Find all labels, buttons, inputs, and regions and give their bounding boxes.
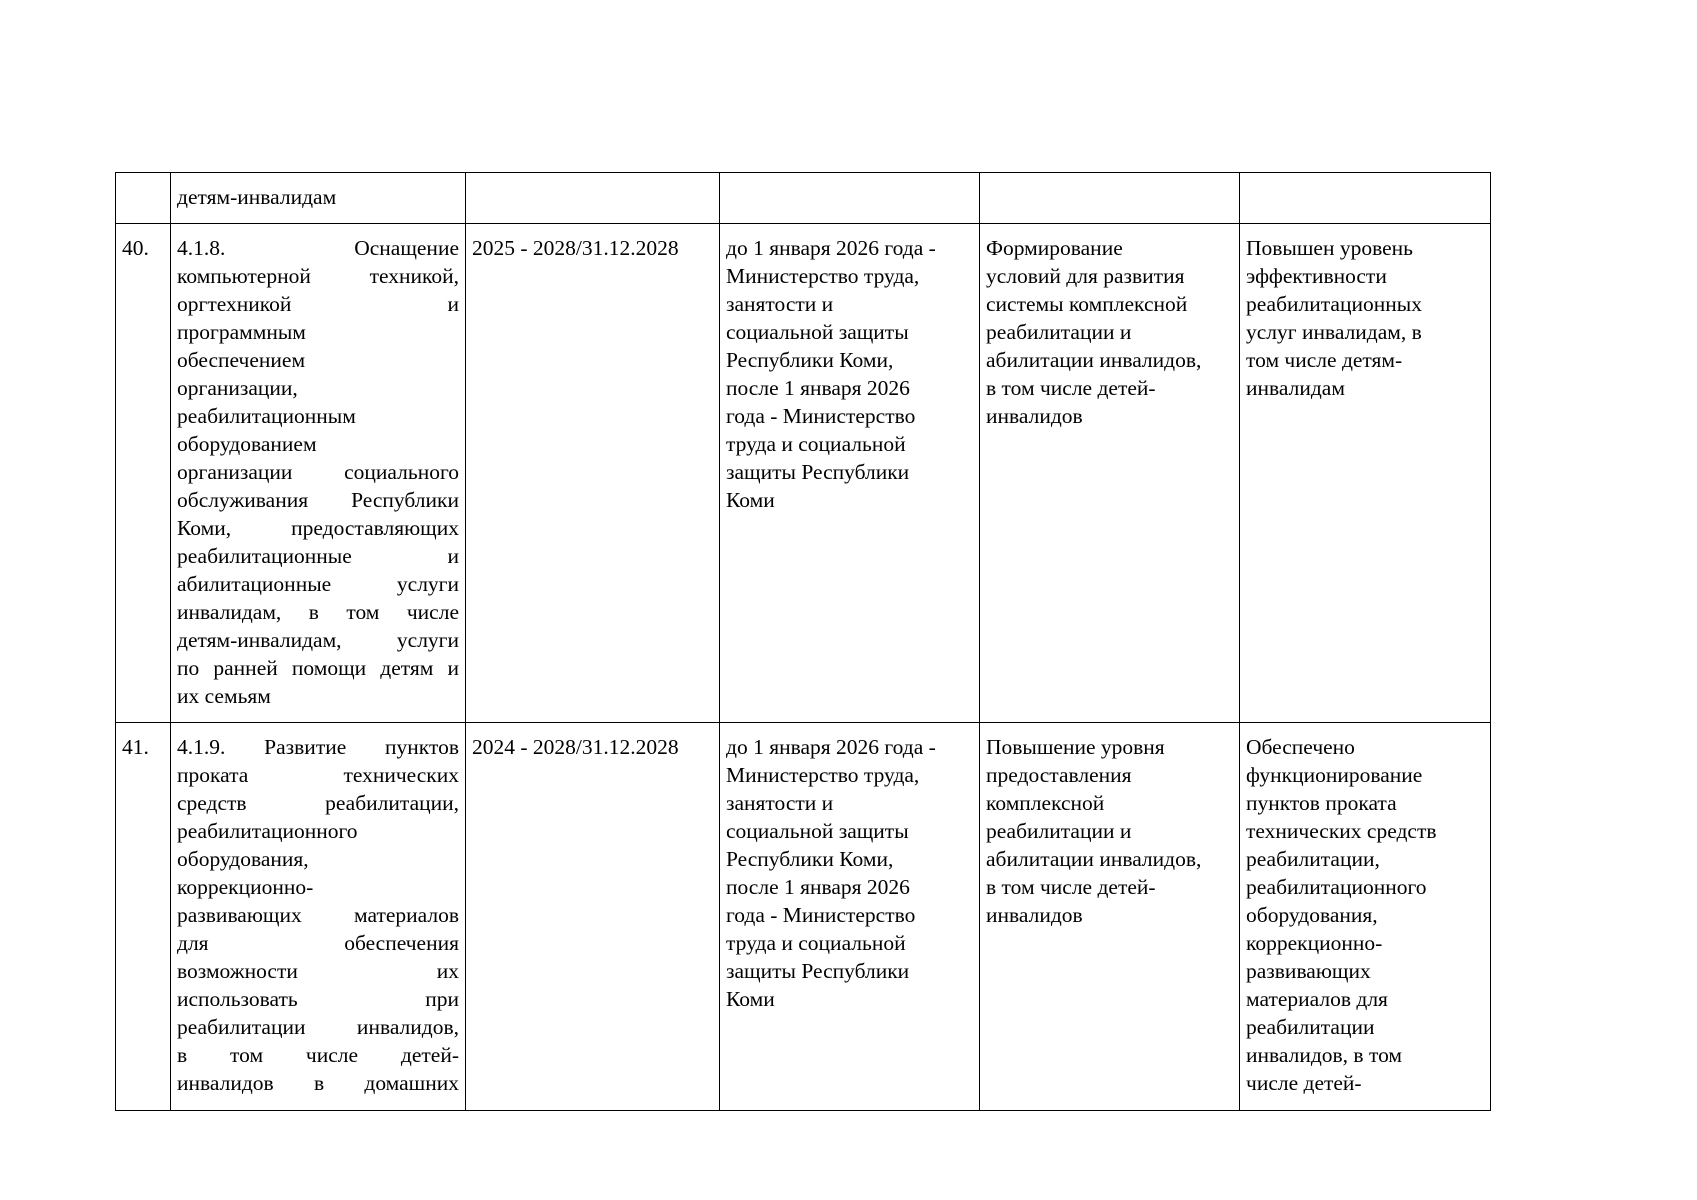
result-line: инвалидам <box>1246 376 1345 400</box>
measure-line: абилитационные услуги <box>177 572 459 596</box>
result-line: числе детей- <box>1246 1071 1362 1095</box>
measure-line: средств реабилитации, <box>177 791 459 815</box>
responsible-line: Коми <box>726 488 775 512</box>
measure-line: развивающих материалов <box>177 903 459 927</box>
result-line: реабилитации <box>1246 1015 1375 1039</box>
result-line: том числе детям- <box>1246 348 1403 372</box>
measure-line: реабилитационного <box>177 819 358 843</box>
result-line: материалов для <box>1246 987 1388 1011</box>
responsible-line: труда и социальной <box>726 432 906 456</box>
measure-line: оргтехникой и <box>177 292 459 316</box>
row-number-cell <box>116 723 171 1111</box>
responsible-line: труда и социальной <box>726 931 906 955</box>
measure-line: реабилитационным <box>177 404 356 428</box>
result-line: коррекционно- <box>1246 931 1383 955</box>
table-row <box>116 723 1491 1111</box>
responsible-line: до 1 января 2026 года - <box>726 735 936 759</box>
goal-line: реабилитации и <box>986 819 1132 843</box>
measure-cell <box>171 173 466 224</box>
measure-line: обслуживания Республики <box>177 488 459 512</box>
row-number: 41. <box>122 735 149 759</box>
goal-line: условий для развития <box>986 264 1185 288</box>
measure-line: использовать при <box>177 987 459 1011</box>
responsible-line: Коми <box>726 987 775 1011</box>
measure-line: проката технических <box>177 763 459 787</box>
responsible-line: Республики Коми, <box>726 348 894 372</box>
responsible-line: защиты Республики <box>726 959 910 983</box>
goal-line: в том числе детей- <box>986 376 1156 400</box>
measure-line: инвалидов в домашних <box>177 1071 459 1095</box>
result-cell <box>1240 173 1491 224</box>
result-line: пунктов проката <box>1246 791 1397 815</box>
responsible-cell <box>720 224 980 723</box>
measure-line: в том числе детей- <box>177 1043 459 1067</box>
measure-line: 4.1.8. Оснащение <box>177 236 459 260</box>
measure-line: программным <box>177 320 306 344</box>
measure-line: реабилитации инвалидов, <box>177 1015 459 1039</box>
table-row <box>116 173 1491 224</box>
goal-cell <box>980 723 1240 1111</box>
responsible-line: после 1 января 2026 <box>726 875 910 899</box>
measure-line: их семьям <box>177 684 271 708</box>
measure-line: оборудованием <box>177 432 317 456</box>
result-line: реабилитационного <box>1246 875 1427 899</box>
measure-line: возможности их <box>177 959 459 983</box>
goal-line: инвалидов <box>986 903 1083 927</box>
goal-line: комплексной <box>986 791 1105 815</box>
row-number: 40. <box>122 236 149 260</box>
goal-cell <box>980 173 1240 224</box>
period-cell <box>466 224 720 723</box>
responsible-line: социальной защиты <box>726 819 909 843</box>
measure-line: оборудования, <box>177 847 309 871</box>
result-line: реабилитации, <box>1246 847 1380 871</box>
responsible-line: до 1 января 2026 года - <box>726 236 936 260</box>
result-line: Обеспечено <box>1246 735 1355 759</box>
responsible-line: занятости и <box>726 791 834 815</box>
responsible-line: года - Министерство <box>726 404 916 428</box>
row-number-cell <box>116 224 171 723</box>
period-cell <box>466 723 720 1111</box>
period-text: 2024 - 2028/31.12.2028 <box>472 735 679 759</box>
measure-line: организации, <box>177 376 298 400</box>
result-line: развивающих <box>1246 959 1371 983</box>
measure-line: реабилитационные и <box>177 544 459 568</box>
goal-line: реабилитации и <box>986 320 1132 344</box>
responsible-line: Министерство труда, <box>726 264 920 288</box>
row-number-cell <box>116 173 171 224</box>
responsible-line: защиты Республики <box>726 460 910 484</box>
measure-line: 4.1.9. Развитие пунктов <box>177 735 459 759</box>
measure-line: обеспечением <box>177 348 306 372</box>
measure-line: организации социального <box>177 460 459 484</box>
measure-cell <box>171 224 466 723</box>
measure-line: для обеспечения <box>177 931 459 955</box>
table-row <box>116 224 1491 723</box>
period-text: 2025 - 2028/31.12.2028 <box>472 236 679 260</box>
measure-line: инвалидам, в том числе <box>177 600 459 624</box>
responsible-line: года - Министерство <box>726 903 916 927</box>
responsible-cell <box>720 723 980 1111</box>
goal-line: предоставления <box>986 763 1132 787</box>
responsible-line: Республики Коми, <box>726 847 894 871</box>
result-line: услуг инвалидам, в <box>1246 320 1422 344</box>
result-cell <box>1240 224 1491 723</box>
result-line: инвалидов, в том <box>1246 1043 1403 1067</box>
goal-line: Повышение уровня <box>986 735 1165 759</box>
result-cell <box>1240 723 1491 1111</box>
goal-line: Формирование <box>986 236 1123 260</box>
goal-cell <box>980 224 1240 723</box>
result-line: функционирование <box>1246 763 1423 787</box>
goal-line: в том числе детей- <box>986 875 1156 899</box>
measure-line: детям-инвалидам, услуги <box>177 628 459 652</box>
measure-cell <box>171 723 466 1111</box>
measure-line: детям-инвалидам <box>177 185 337 209</box>
goal-line: системы комплексной <box>986 292 1188 316</box>
responsible-line: после 1 января 2026 <box>726 376 910 400</box>
measure-line: коррекционно- <box>177 875 314 899</box>
responsible-line: Министерство труда, <box>726 763 920 787</box>
responsible-line: занятости и <box>726 292 834 316</box>
result-line: Повышен уровень <box>1246 236 1413 260</box>
result-line: оборудования, <box>1246 903 1378 927</box>
measures-table <box>115 172 1491 1111</box>
goal-line: инвалидов <box>986 404 1083 428</box>
result-line: технических средств <box>1246 819 1437 843</box>
result-line: реабилитационных <box>1246 292 1422 316</box>
goal-line: абилитации инвалидов, <box>986 348 1202 372</box>
measure-line: Коми, предоставляющих <box>177 516 459 540</box>
goal-line: абилитации инвалидов, <box>986 847 1202 871</box>
measure-line: по ранней помощи детям и <box>177 656 459 680</box>
measure-line: компьютерной техникой, <box>177 264 459 288</box>
responsible-cell <box>720 173 980 224</box>
responsible-line: социальной защиты <box>726 320 909 344</box>
result-line: эффективности <box>1246 264 1387 288</box>
period-cell <box>466 173 720 224</box>
